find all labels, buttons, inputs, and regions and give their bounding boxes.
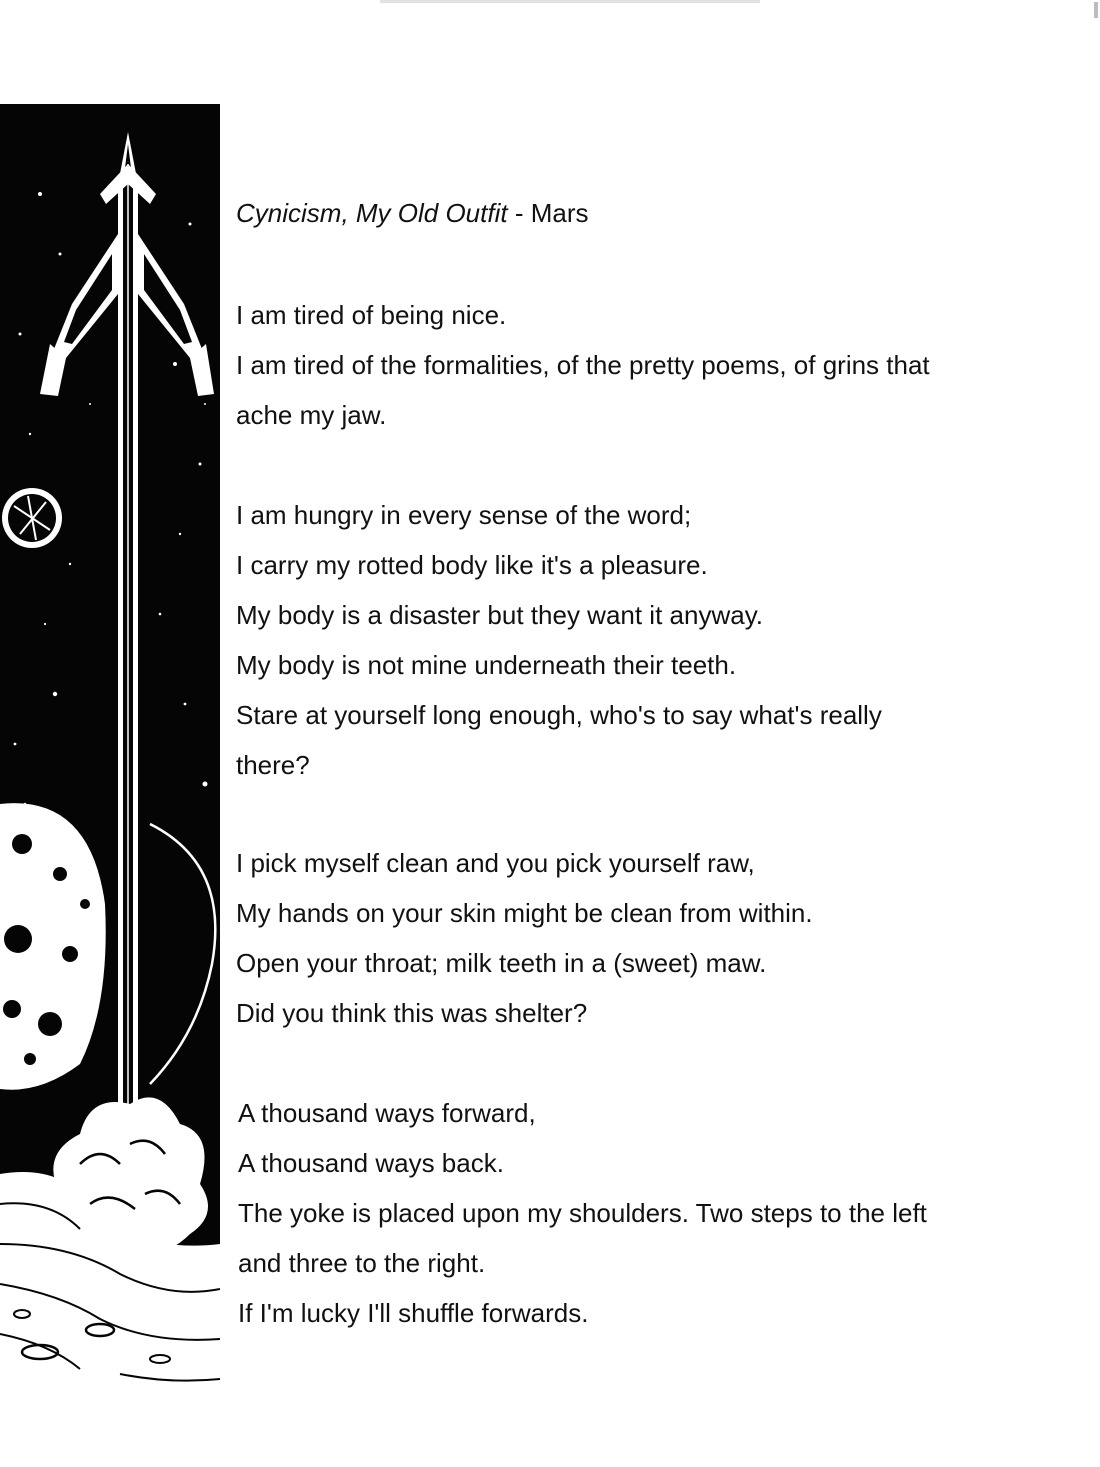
poem-line: I am hungry in every sense of the word;	[236, 500, 692, 530]
poem-line: The yoke is placed upon my shoulders. Two steps to the left	[238, 1198, 927, 1228]
poem-line: Stare at yourself long enough, who's to say what's really	[236, 700, 882, 730]
poem-line: there?	[236, 750, 310, 780]
stanza-3	[236, 838, 813, 1038]
stanza-2	[236, 490, 882, 790]
stanza-4	[238, 1088, 927, 1338]
poem-line: I am tired of the formalities, of the pretty poems, of grins that	[236, 350, 930, 380]
poem-author: Mars	[530, 198, 589, 228]
poem-line: My body is a disaster but they want it anyway.	[236, 600, 763, 630]
scan-edge-mark	[1094, 2, 1098, 18]
poem-line: If I'm lucky I'll shuffle forwards.	[238, 1298, 589, 1328]
poem-line: I carry my rotted body like it's a pleasure.	[236, 550, 708, 580]
poem-title-work: Cynicism, My Old Outfit	[236, 198, 508, 228]
scan-edge-mark	[380, 0, 760, 3]
poem-line: and three to the right.	[238, 1248, 486, 1278]
rocket-launch-illustration	[0, 104, 220, 1412]
poem-line: Did you think this was shelter?	[236, 998, 588, 1028]
rocket-launch-illustration-svg	[0, 104, 220, 1412]
poem-line: Open your throat; milk teeth in a (sweet) maw.	[236, 948, 767, 978]
stanza-1	[236, 290, 930, 440]
poem-line: A thousand ways forward,	[238, 1098, 536, 1128]
poem-line: My body is not mine underneath their teeth.	[236, 650, 737, 680]
small-moon-icon	[2, 488, 62, 548]
poem-line: ache my jaw.	[236, 400, 387, 430]
poem-title-separator: -	[507, 198, 531, 228]
poem-title	[236, 193, 588, 233]
poem-line: My hands on your skin might be clean from within.	[236, 898, 813, 928]
poem-line: I am tired of being nice.	[236, 300, 507, 330]
poem-line: I pick myself clean and you pick yourself raw,	[236, 848, 755, 878]
poem-line: A thousand ways back.	[238, 1148, 504, 1178]
